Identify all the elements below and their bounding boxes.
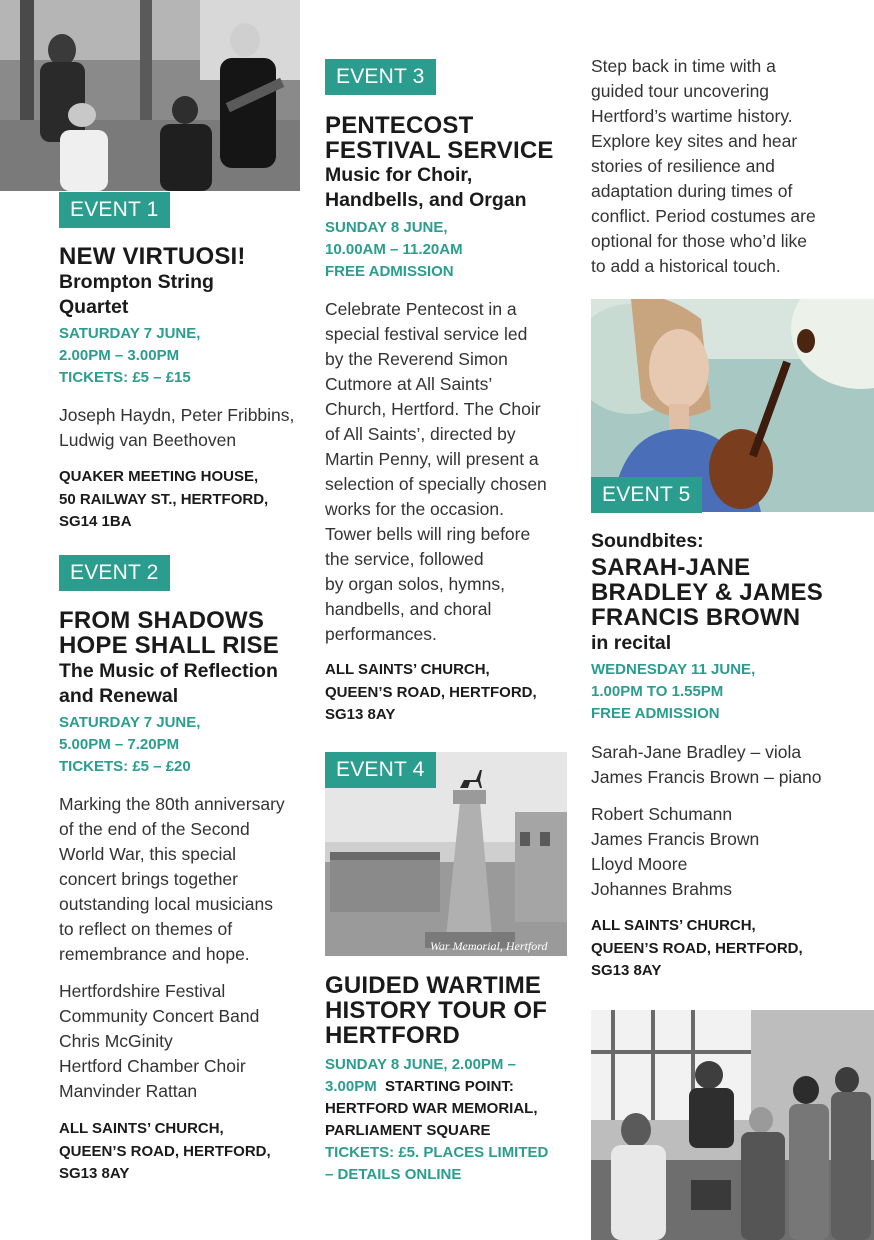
subtitle-line: Handbells, and Organ: [325, 189, 527, 211]
description-line: Martin Penny, will present a: [325, 449, 539, 469]
event-1-composers: [59, 403, 294, 453]
description-line: of the end of the Second: [59, 819, 250, 839]
event-2-badge: EVENT 2: [59, 555, 170, 591]
composers-line: Johannes Brahms: [591, 879, 733, 899]
date-line: WEDNESDAY 11 JUNE,: [591, 661, 756, 678]
description-line: by the Reverend Simon: [325, 349, 508, 369]
description-line: Hertford’s wartime history.: [591, 106, 793, 126]
event-2-title: [59, 608, 279, 658]
description-line: concert brings together: [59, 869, 238, 889]
subtitle-line: Music for Choir,: [325, 164, 473, 186]
title-line: FESTIVAL SERVICE: [325, 137, 554, 164]
event-1-venue: [59, 466, 268, 534]
title-line: FROM SHADOWS: [59, 607, 265, 634]
title-line: HISTORY TOUR OF: [325, 997, 548, 1024]
event-3-badge: EVENT 3: [325, 59, 436, 95]
event-2-description: [59, 792, 285, 967]
quartet-photo: [0, 0, 300, 191]
date-line: 2.00PM – 3.00PM: [59, 347, 180, 364]
performers-line: James Francis Brown – piano: [591, 767, 822, 787]
subtitle-line: Quartet: [59, 296, 129, 318]
event-5-suffix: in recital: [591, 632, 672, 654]
composers-line: Ludwig van Beethoven: [59, 430, 237, 450]
date-line: 5.00PM – 7.20PM: [59, 736, 180, 753]
performers-line: Hertford Chamber Choir: [59, 1056, 246, 1076]
date-line: TICKETS: £5 – £20: [59, 758, 191, 775]
description-line: optional for those who’d like: [591, 231, 807, 251]
event-2-subtitle: [59, 659, 278, 709]
description-line: Cutmore at All Saints’: [325, 374, 493, 394]
performers-line: Hertfordshire Festival: [59, 981, 226, 1001]
title-line: FRANCIS BROWN: [591, 604, 801, 631]
description-line: Tower bells will ring before: [325, 524, 531, 544]
event-5-date: [591, 659, 755, 725]
subtitle-line: Brompton String: [59, 271, 214, 293]
event-4-badge: EVENT 4: [325, 752, 436, 788]
title-line: SARAH-JANE: [591, 554, 751, 581]
description-line: handbells, and choral: [325, 599, 492, 619]
event-1-subtitle: [59, 270, 214, 320]
event-4-date: [325, 1054, 548, 1186]
event-5-venue: [591, 915, 803, 983]
event-3-date: [325, 217, 463, 283]
description-line: Explore key sites and hear: [591, 131, 798, 151]
title-line: GUIDED WARTIME: [325, 972, 542, 999]
venue-line: SG13 8AY: [591, 962, 662, 979]
composers-line: Robert Schumann: [591, 804, 733, 824]
description-line: the service, followed: [325, 549, 484, 569]
title-line: PENTECOST: [325, 112, 474, 139]
event-4-title: [325, 973, 547, 1048]
description-line: stories of resilience and: [591, 156, 775, 176]
description-line: by organ solos, hymns,: [325, 574, 505, 594]
event-3-title: [325, 113, 554, 163]
description-line: Church, Hertford. The Choir: [325, 399, 541, 419]
description-line: World War, this special: [59, 844, 236, 864]
description-line: to add a historical touch.: [591, 256, 781, 276]
description-line: adaptation during times of: [591, 181, 793, 201]
performers-line: Community Concert Band: [59, 1006, 260, 1026]
description-line: guided tour uncovering: [591, 81, 770, 101]
event-5-performers: [591, 740, 822, 790]
description-line: remembrance and hope.: [59, 944, 250, 964]
event-1-badge: EVENT 1: [59, 192, 170, 228]
performers-line: Manvinder Rattan: [59, 1081, 198, 1101]
event-1-date: [59, 323, 200, 389]
performers-line: Sarah-Jane Bradley – viola: [591, 742, 802, 762]
event-2-date: [59, 712, 200, 778]
date-line: TICKETS: £5 – £15: [59, 369, 191, 386]
event-2-performers: [59, 979, 259, 1104]
description-line: Marking the 80th anniversary: [59, 794, 285, 814]
date-time-end: 3.00PM: [325, 1078, 377, 1095]
event-3-subtitle: [325, 163, 527, 213]
venue-line: ALL SAINTS’ CHURCH,: [59, 1120, 224, 1137]
event-2-venue: [59, 1118, 271, 1186]
subtitle-line: and Renewal: [59, 685, 179, 707]
venue-line: SG14 1BA: [59, 513, 132, 530]
date-line-2: [325, 1076, 548, 1098]
ticket-line: – DETAILS ONLINE: [325, 1166, 462, 1183]
description-line: performances.: [325, 624, 437, 644]
description-line: Step back in time with a: [591, 56, 776, 76]
title-line: HERTFORD: [325, 1022, 460, 1049]
start-line: PARLIAMENT SQUARE: [325, 1122, 491, 1139]
description-line: selection of specially chosen: [325, 474, 547, 494]
description-line: outstanding local musicians: [59, 894, 274, 914]
event-1-title: NEW VIRTUOSI!: [59, 243, 246, 270]
description-line: of All Saints’, directed by: [325, 424, 516, 444]
venue-line: QUEEN’S ROAD, HERTFORD,: [591, 939, 803, 957]
photo-caption: War Memorial, Hertford: [430, 939, 548, 953]
subtitle-line: The Music of Reflection: [59, 660, 278, 682]
description-line: to reflect on themes of: [59, 919, 233, 939]
date-line: FREE ADMISSION: [591, 705, 720, 722]
title-line: HOPE SHALL RISE: [59, 632, 279, 659]
venue-line: QUEEN’S ROAD, HERTFORD,: [325, 683, 537, 701]
title-line: BRADLEY & JAMES: [591, 579, 823, 606]
description-line: conflict. Period costumes are: [591, 206, 816, 226]
performers-line: Chris McGinity: [59, 1031, 173, 1051]
description-line: works for the occasion.: [325, 499, 504, 519]
event-4-description: [591, 54, 816, 279]
description-line: special festival service led: [325, 324, 528, 344]
composers-line: Joseph Haydn, Peter Fribbins,: [59, 405, 295, 425]
venue-line: SG13 8AY: [59, 1165, 130, 1182]
date-line: 1.00PM TO 1.55PM: [591, 683, 724, 700]
date-line: FREE ADMISSION: [325, 263, 454, 280]
evacuee-children-photo: [591, 1010, 874, 1240]
date-line: SATURDAY 7 JUNE,: [59, 325, 201, 342]
venue-line: 50 RAILWAY ST., HERTFORD,: [59, 490, 269, 508]
venue-line: SG13 8AY: [325, 706, 396, 723]
event-5-title: [591, 555, 823, 630]
date-line: SATURDAY 7 JUNE,: [59, 714, 201, 731]
description-line: Celebrate Pentecost in a: [325, 299, 517, 319]
starting-point-label: STARTING POINT:: [385, 1078, 514, 1095]
venue-line: ALL SAINTS’ CHURCH,: [591, 917, 756, 934]
date-line: SUNDAY 8 JUNE, 2.00PM –: [325, 1056, 516, 1073]
venue-line: ALL SAINTS’ CHURCH,: [325, 661, 490, 678]
composers-line: James Francis Brown: [591, 829, 760, 849]
composers-line: Lloyd Moore: [591, 854, 688, 874]
event-5-composers: [591, 802, 759, 902]
date-line: 10.00AM – 11.20AM: [325, 241, 463, 258]
date-line: SUNDAY 8 JUNE,: [325, 219, 448, 236]
venue-line: QUAKER MEETING HOUSE,: [59, 468, 259, 485]
event-5-badge: EVENT 5: [591, 477, 702, 513]
venue-line: QUEEN’S ROAD, HERTFORD,: [59, 1142, 271, 1160]
event-3-description: [325, 297, 547, 647]
start-line: HERTFORD WAR MEMORIAL,: [325, 1100, 538, 1117]
ticket-line: TICKETS: £5. PLACES LIMITED: [325, 1144, 549, 1161]
event-5-prefix: Soundbites:: [591, 530, 704, 552]
event-3-venue: [325, 659, 537, 727]
